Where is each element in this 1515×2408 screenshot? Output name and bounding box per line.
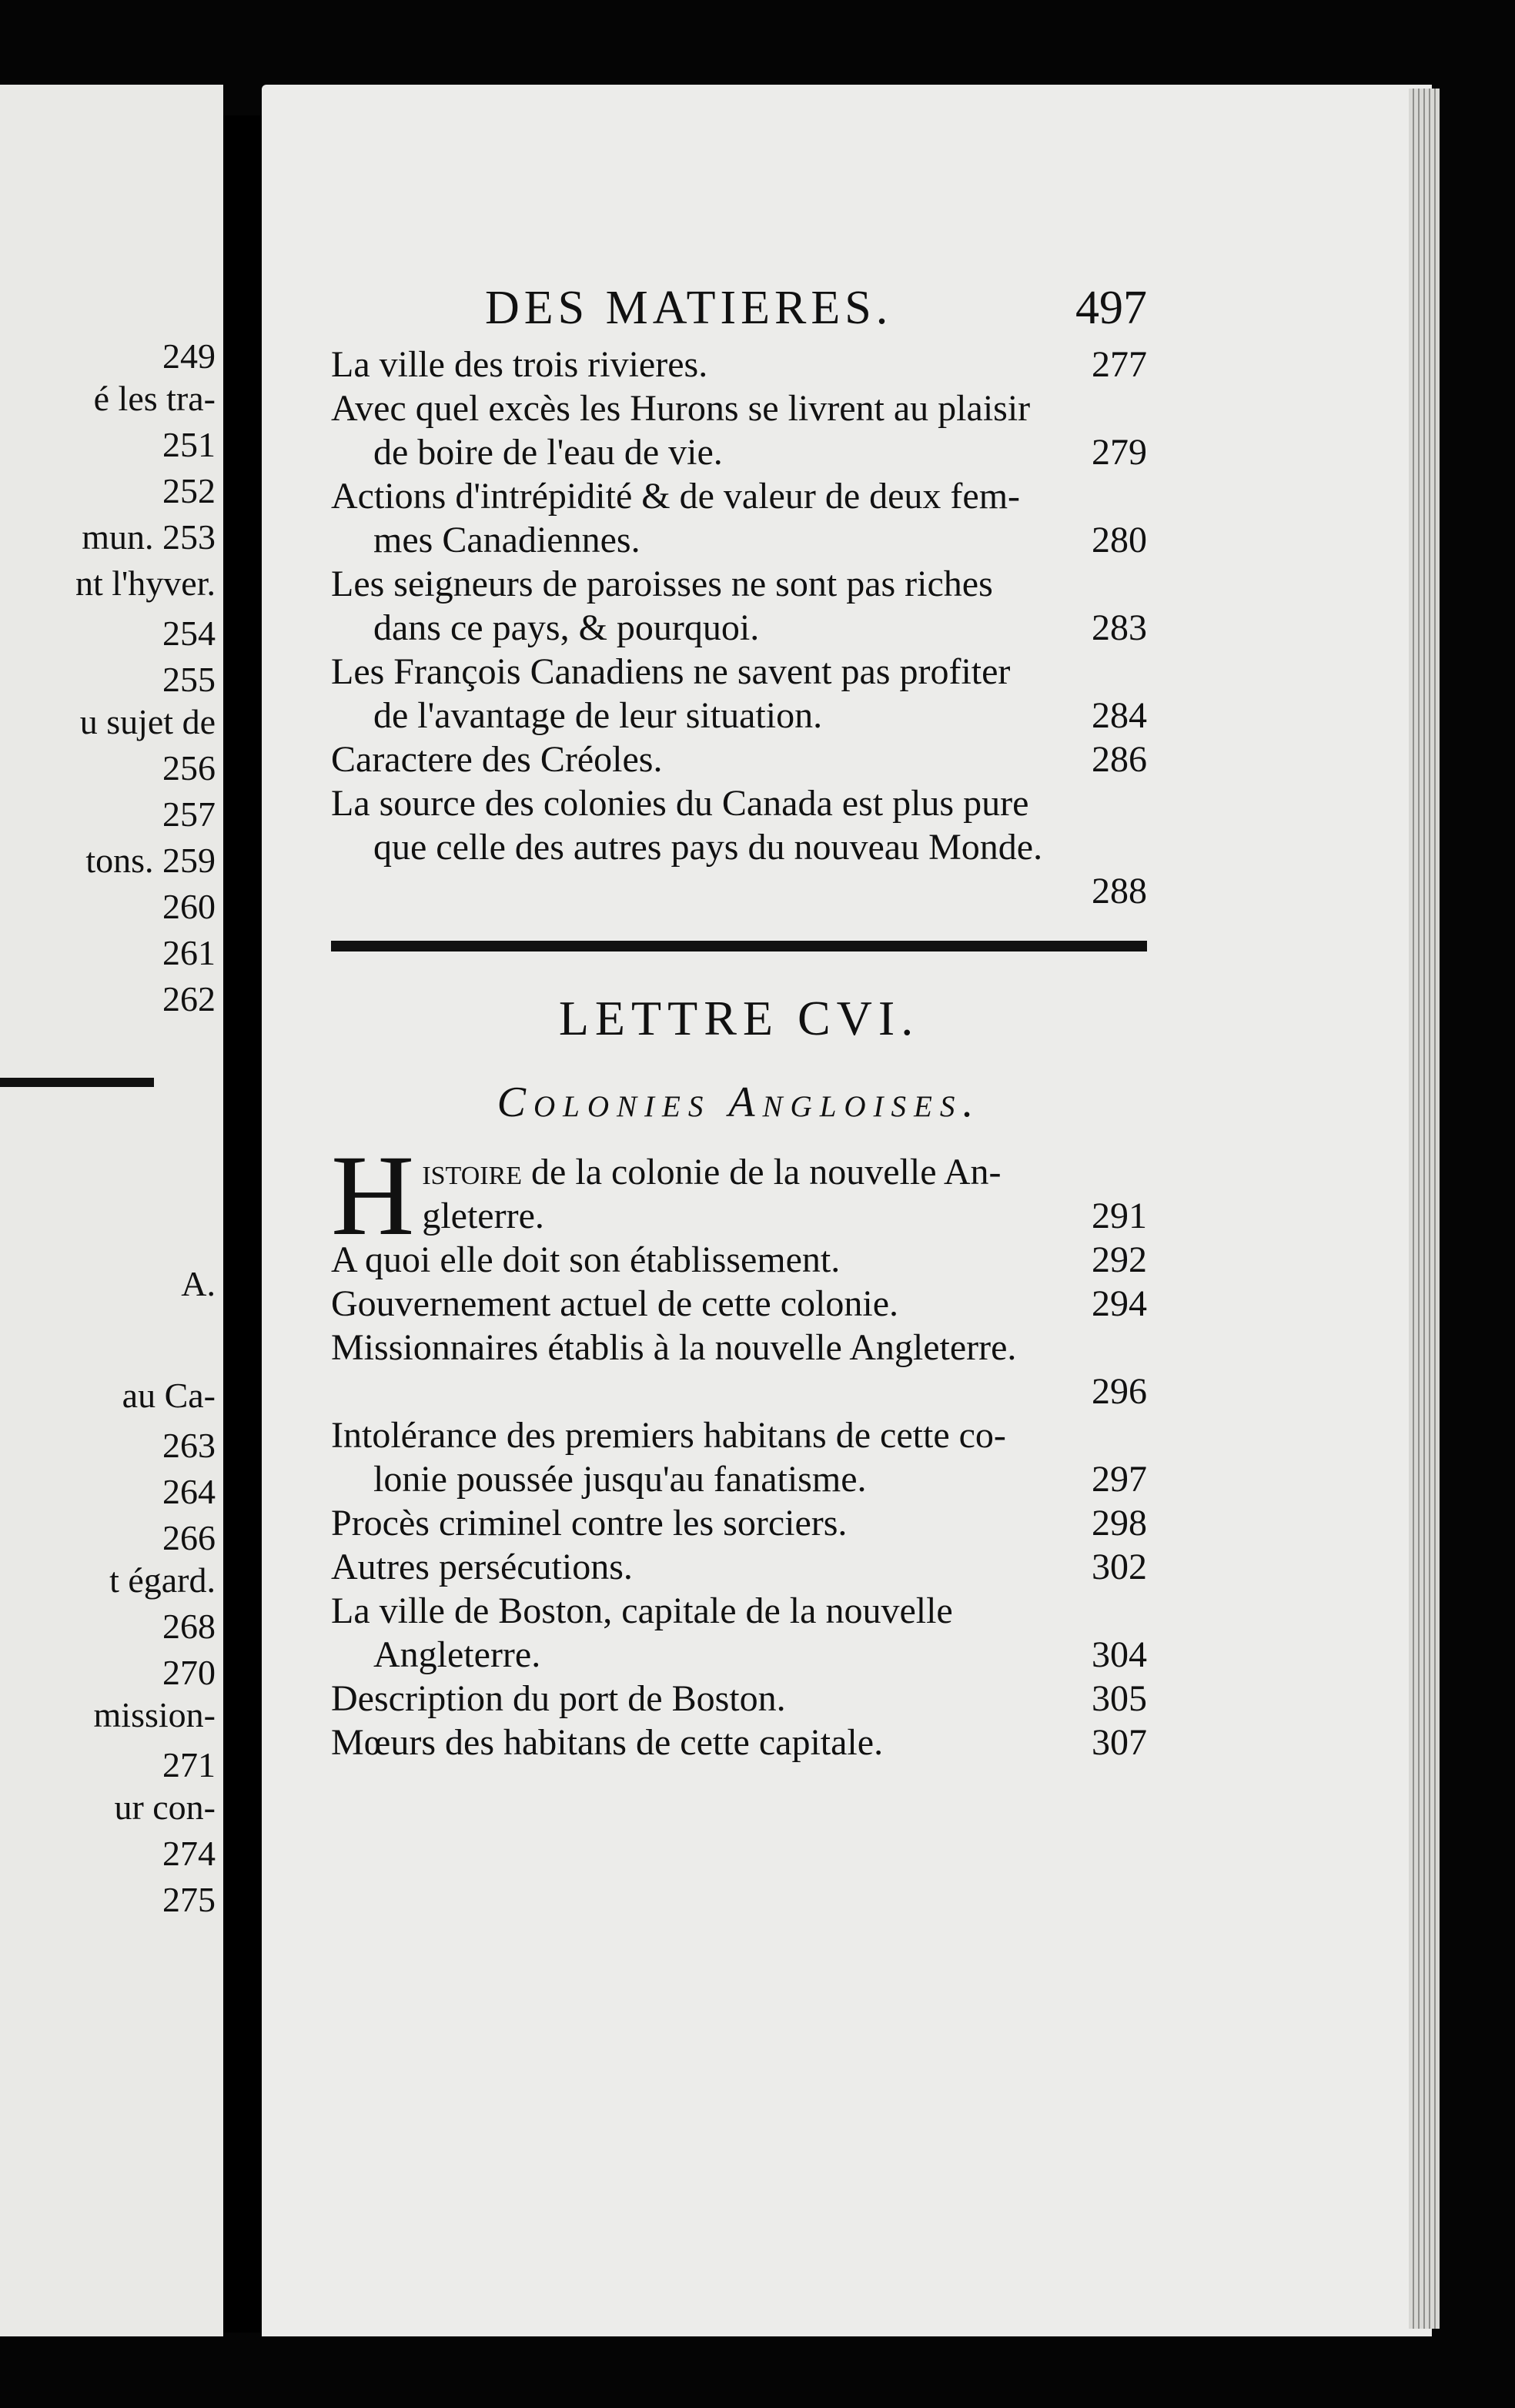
index-entry: [331, 1545, 1147, 1589]
left-page-fragment: 260: [162, 887, 216, 926]
index-entry-first: [331, 1132, 1147, 1259]
entry-page-number: 302: [1092, 1547, 1147, 1587]
index-entry: [331, 737, 1147, 781]
entry-text-line: La ville des trois rivieres.: [331, 344, 708, 385]
header-title: DES MATIERES.: [485, 282, 893, 334]
index-content: [331, 281, 1147, 1764]
page-edges: [1409, 89, 1440, 2329]
entry-page-number: 296: [1092, 1371, 1147, 1412]
entry-text-line: mes Canadiennes.: [373, 520, 640, 560]
left-page-fragment: mission-: [93, 1695, 216, 1734]
entry-page-number: 297: [1092, 1459, 1147, 1500]
index-entry: [331, 343, 1147, 386]
entry-page-number: 291: [1092, 1196, 1147, 1236]
entry-text-line: que celle des autres pays du nouveau Monde.: [373, 827, 1043, 868]
index-entry: [331, 562, 1147, 650]
index-entry: [331, 1413, 1147, 1501]
index-entries-bottom: [331, 1238, 1147, 1764]
left-page-fragment: 264: [162, 1472, 216, 1511]
index-entry: [331, 474, 1147, 562]
left-page-fragment: é les tra-: [93, 379, 216, 418]
left-page-fragment: 275: [162, 1880, 216, 1919]
entry-page-number: 277: [1092, 344, 1147, 385]
entry-page-number: 292: [1092, 1239, 1147, 1280]
left-page-fragment: ur con-: [114, 1788, 216, 1827]
entry-text-line: A quoi elle doit son établissement.: [331, 1239, 841, 1280]
entry-page-number: 307: [1092, 1722, 1147, 1763]
entry-page-number: 288: [1092, 871, 1147, 911]
entry-text-line: La ville de Boston, capitale de la nouvelle: [331, 1590, 953, 1631]
first-entry-smallcaps: istoire: [422, 1152, 523, 1192]
entry-text-line: de boire de l'eau de vie.: [373, 432, 723, 473]
drop-cap: H: [331, 1132, 415, 1259]
index-entry: [331, 650, 1147, 737]
entry-page-number: 305: [1092, 1678, 1147, 1719]
entry-page-number: 279: [1092, 432, 1147, 473]
entry-text-line: Caractere des Créoles.: [331, 739, 663, 780]
entry-text-line: Mœurs des habitans de cette capitale.: [331, 1722, 884, 1763]
left-page-fragment: 262: [162, 979, 216, 1018]
left-page: [0, 85, 223, 2336]
entry-text-line: Angleterre.: [373, 1634, 541, 1675]
left-page-fragment: au Ca-: [122, 1376, 216, 1415]
left-page-fragment: 266: [162, 1518, 216, 1557]
left-page-fragment: 255: [162, 660, 216, 699]
index-entry: [331, 1501, 1147, 1545]
left-page-fragment: 257: [162, 794, 216, 834]
first-entry-line1: de la colonie de la nouvelle An-: [522, 1152, 1002, 1192]
left-page-fragment: tons. 259: [85, 841, 216, 880]
left-page-fragment: 249: [162, 336, 216, 376]
left-page-fragment: 252: [162, 471, 216, 510]
index-entry: [331, 386, 1147, 474]
index-entries-top: [331, 343, 1147, 913]
left-page-fragment: 271: [162, 1745, 216, 1784]
left-page-fragment: 254: [162, 614, 216, 653]
page-number: 497: [1075, 282, 1147, 334]
entry-text-line: Intolérance des premiers habitans de cette co-: [331, 1415, 1006, 1456]
running-header: [331, 281, 1147, 343]
book-gutter: [223, 115, 262, 2333]
entry-text-line: Autres persécutions.: [331, 1547, 633, 1587]
left-page-fragment: 256: [162, 748, 216, 788]
index-entry: [331, 1238, 1147, 1282]
entry-text-line: La source des colonies du Canada est plus pure: [331, 783, 1029, 824]
index-entry: [331, 1589, 1147, 1677]
letter-subheading: Colonies Angloises.: [497, 1079, 982, 1126]
left-page-fragment: nt l'hyver.: [75, 564, 216, 603]
left-page-fragment: u sujet de: [79, 702, 216, 741]
entry-page-number: 283: [1092, 607, 1147, 648]
left-page-fragment: mun. 253: [82, 517, 216, 557]
section-divider: [331, 941, 1147, 951]
entry-page-number: 304: [1092, 1634, 1147, 1675]
entry-text-line: Actions d'intrépidité & de valeur de deux fem-: [331, 476, 1021, 517]
left-page-fragment: t égard.: [109, 1560, 216, 1600]
entry-text-line: Procès criminel contre les sorciers.: [331, 1503, 848, 1543]
entry-page-number: 294: [1092, 1283, 1147, 1324]
entry-text-line: Missionnaires établis à la nouvelle Angleterre.: [331, 1327, 1017, 1368]
index-entry: [331, 781, 1147, 913]
entry-text-line: Avec quel excès les Hurons se livrent au plaisir: [331, 388, 1031, 429]
left-page-fragment: 251: [162, 425, 216, 464]
first-entry-line2: gleterre.: [422, 1196, 544, 1236]
left-page-fragment: 261: [162, 933, 216, 972]
left-page-fragment: 274: [162, 1834, 216, 1873]
left-page-fragment: 263: [162, 1426, 216, 1465]
left-page-fragment: 270: [162, 1653, 216, 1692]
index-entry: [331, 1721, 1147, 1764]
left-page-rule: [0, 1078, 154, 1087]
index-entry: [331, 1326, 1147, 1413]
letter-heading: LETTRE CVI.: [558, 991, 920, 1045]
index-entry: [331, 1282, 1147, 1326]
entry-text-line: lonie poussée jusqu'au fanatisme.: [373, 1459, 867, 1500]
entry-page-number: 284: [1092, 695, 1147, 736]
entry-page-number: 286: [1092, 739, 1147, 780]
index-entry: [331, 1677, 1147, 1721]
entry-text-line: Description du port de Boston.: [331, 1678, 786, 1719]
entry-text-line: Les François Canadiens ne savent pas profiter: [331, 651, 1011, 692]
entry-page-number: 298: [1092, 1503, 1147, 1543]
left-page-fragment: 268: [162, 1607, 216, 1646]
entry-text-line: de l'avantage de leur situation.: [373, 695, 823, 736]
entry-page-number: 280: [1092, 520, 1147, 560]
left-page-fragment: A.: [181, 1264, 216, 1303]
entry-text-line: Les seigneurs de paroisses ne sont pas riches: [331, 564, 993, 604]
entry-text-line: dans ce pays, & pourquoi.: [373, 607, 760, 648]
entry-text-line: Gouvernement actuel de cette colonie.: [331, 1283, 898, 1324]
